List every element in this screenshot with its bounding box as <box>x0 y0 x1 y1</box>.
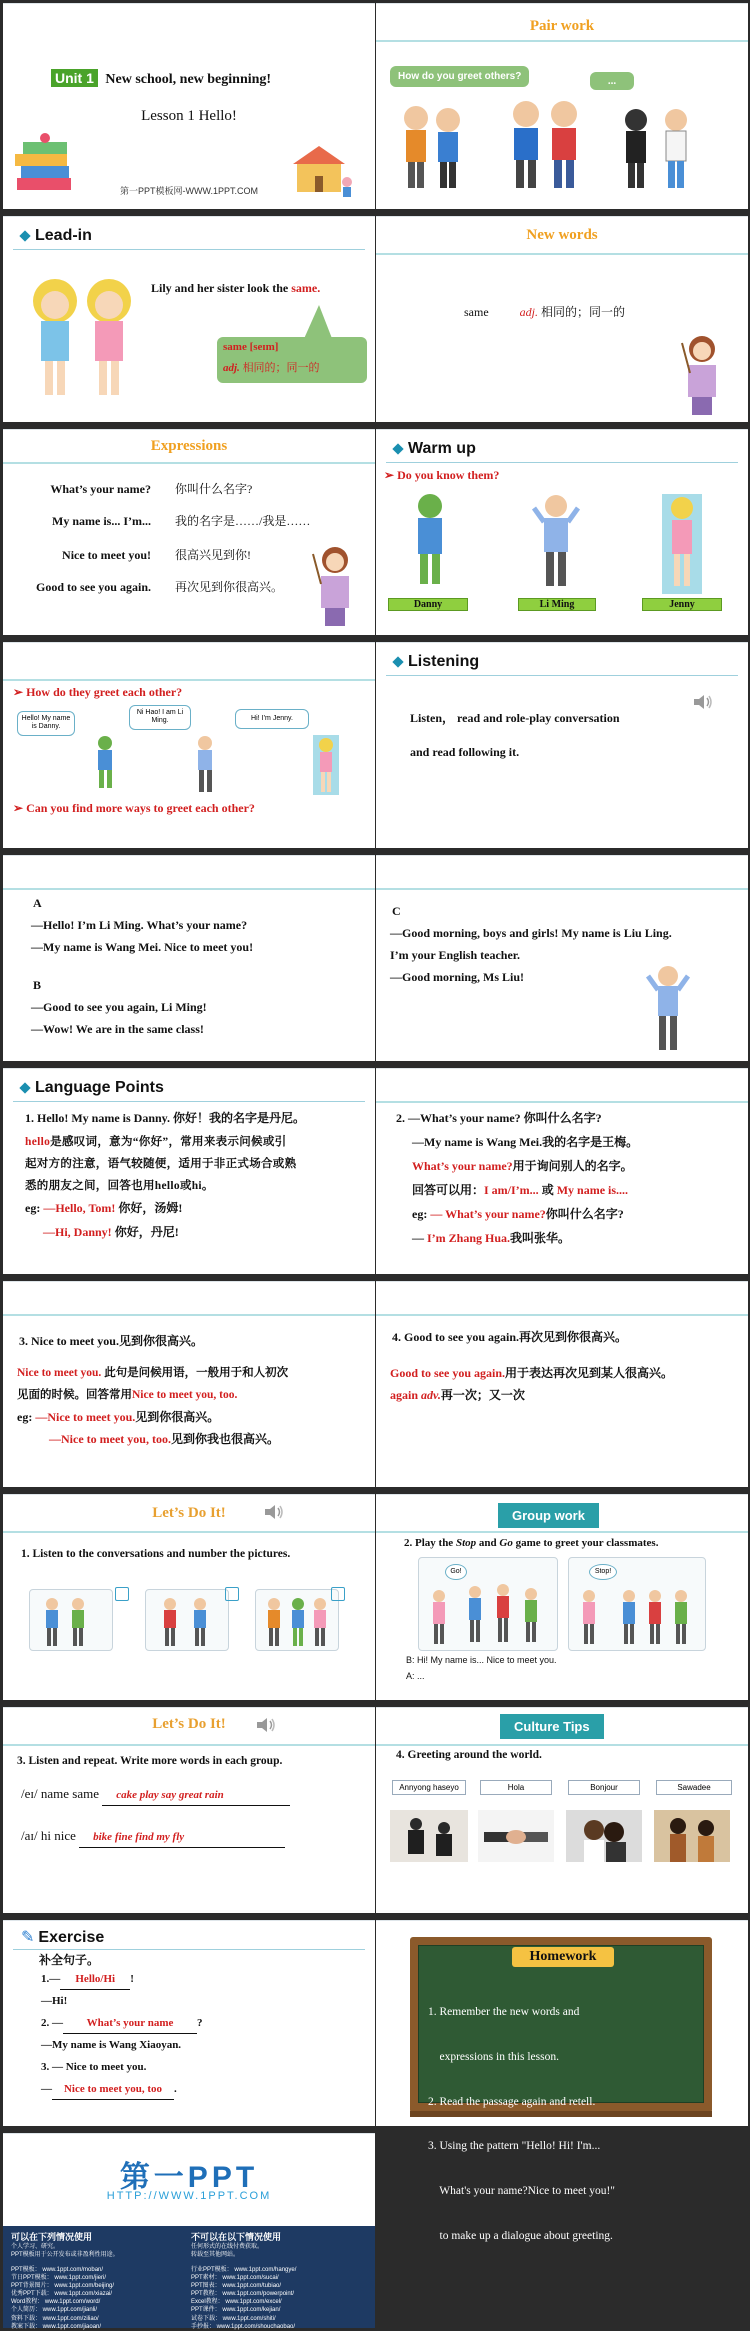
sound-row-ai: /aɪ/ hi nice bike fine find my fly <box>21 1826 285 1848</box>
number-box-1[interactable] <box>115 1587 129 1601</box>
point-line-5: —Nice to meet you, too.见到你我也很高兴。 <box>49 1432 279 1446</box>
cheek-kiss-photo <box>566 1810 642 1862</box>
homework-item: to make up a dialogue about greeting. <box>428 2229 613 2242</box>
slide-title-text: New school, new beginning! <box>105 72 272 87</box>
slide-homework <box>376 1920 748 2242</box>
exercise-line-3: 2. — What’s your name ? <box>41 2015 203 2034</box>
greeting-spanish: Hola <box>480 1780 552 1795</box>
slide-warm-up <box>376 429 748 635</box>
greet-question-1: ➢ How do they greet each other? <box>13 685 183 699</box>
homework-item: 3. Using the pattern "Hello! Hi! I'm... <box>428 2140 601 2153</box>
dialogue-b-line-1: —Good to see you again, Li Ming! <box>31 1000 207 1014</box>
answer-blank-3[interactable]: Nice to meet you, too <box>52 2081 174 2100</box>
lesson-title: Lesson 1 Hello! <box>141 108 237 124</box>
highlight-word: same. <box>291 281 321 295</box>
section-title <box>21 1079 164 1097</box>
characters-illustration <box>83 735 343 797</box>
pencil-icon: ✎ <box>21 1929 35 1946</box>
task-instruction: 2. Play the Stop and Go game to greet your classmates. <box>404 1537 659 1549</box>
ellipsis-bubble: ... <box>590 72 634 90</box>
footer-link[interactable]: Excel教程： www.1ppt.com/excel/ <box>191 2299 282 2306</box>
diamond-icon <box>19 230 30 241</box>
dialogue-a-line-1: —Hello! I’m Li Ming. What’s your name? <box>31 918 248 932</box>
jenny-figure <box>658 492 706 596</box>
answer-ei: cake play say great rain <box>102 1787 290 1806</box>
picture-2 <box>145 1589 229 1651</box>
exercise-line-5: 3. — Nice to meet you. <box>41 2061 147 2073</box>
speaker-icon[interactable] <box>692 693 714 711</box>
footer-link[interactable]: PPT素材： www.1ppt.com/sucai/ <box>191 2275 279 2282</box>
homework-badge: Homework <box>512 1947 614 1967</box>
slide-heading: New words <box>526 227 598 243</box>
question-bubble: How do you greet others? <box>390 66 529 87</box>
slide-dialogue-ab <box>3 855 375 1061</box>
point-line-2: Nice to meet you. 此句是问候用语，一般用于和人初次 <box>17 1367 289 1379</box>
slide-culture-tips <box>376 1707 748 1913</box>
answer-blank-1[interactable]: Hello/Hi <box>60 1971 130 1990</box>
culture-tips-badge: Culture Tips <box>500 1714 604 1739</box>
footer-link[interactable]: PPT教程： www.1ppt.com/powerpoint/ <box>191 2291 295 2298</box>
li-ming-bubble: Ni Hao! I am Li Ming. <box>129 705 191 730</box>
footer-link[interactable]: PPT图表： www.1ppt.com/tubiao/ <box>191 2283 282 2290</box>
footer-link[interactable]: 教案下载： www.1ppt.com/jiaoan/ <box>11 2323 102 2330</box>
teacher-illustration <box>309 544 359 628</box>
watermark-text: 第一PPT模板网-WWW.1PPT.COM <box>120 186 258 196</box>
dialogue-c-line-2: I’m your English teacher. <box>390 948 521 962</box>
point-line-5: eg: — What’s your name?你叫什么名字? <box>412 1207 624 1221</box>
task-instruction: 3. Listen and repeat. Write more words in each group. <box>17 1755 283 1767</box>
point-line-6: —Hi, Danny! 你好，丹尼! <box>43 1225 179 1239</box>
unit-badge: Unit 1 <box>51 69 98 87</box>
listening-line-1: Listen， read and role-play conversation <box>410 711 620 725</box>
warm-up-question: ➢ Do you know them? <box>384 468 500 482</box>
greeting-korean: Annyong haseyo <box>392 1780 466 1795</box>
point-line-1: 2. —What’s your name? 你叫什么名字? <box>396 1111 602 1125</box>
diamond-icon <box>392 656 403 667</box>
slide-ppt-footer <box>3 2133 375 2328</box>
footer-link[interactable]: PPT模板： www.1ppt.com/moban/ <box>11 2267 104 2273</box>
sound-row-ei: /eɪ/ name same cake play say great rain <box>21 1784 290 1806</box>
listening-line-2: and read following it. <box>410 745 520 759</box>
model-line-a: A: ... <box>406 1671 425 1681</box>
slide-language-points-3 <box>3 1281 375 1487</box>
picture-1 <box>29 1589 113 1651</box>
ppt-url[interactable]: HTTP://WWW.1PPT.COM <box>106 2190 272 2202</box>
point-line-1: 3. Nice to meet you.见到你很高兴。 <box>19 1334 203 1348</box>
divider <box>13 249 365 250</box>
point-line-2: —My name is Wang Mei.我的名字是王梅。 <box>412 1135 639 1149</box>
dialogue-a-line-2: —My name is Wang Mei. Nice to meet you! <box>31 940 254 954</box>
exercise-line-2: —Hi! <box>41 1995 68 2007</box>
point-line-2: hello是感叹词，意为“你好”，常用来表示问候或引 <box>25 1136 287 1148</box>
point-line-4: 悉的朋友之间，回答也用hello或hi。 <box>25 1180 214 1192</box>
task-instruction: 4. Greeting around the world. <box>396 1749 542 1761</box>
teacher-illustration <box>676 333 726 417</box>
speaker-icon[interactable] <box>263 1503 285 1521</box>
exercise-line-1: 1.— Hello/Hi ! <box>41 1971 134 1990</box>
arrow-icon: ➢ <box>384 468 398 482</box>
slide-dialogue-c <box>376 855 748 1061</box>
section-title-text: Language Points <box>35 1079 164 1096</box>
number-box-3[interactable] <box>331 1587 345 1601</box>
divider <box>386 462 738 463</box>
section-title <box>21 1927 104 1947</box>
twin-girls-illustration <box>25 275 143 415</box>
point-line-1: 4. Good to see you again.再次见到你很高兴。 <box>392 1330 628 1344</box>
wai-greeting-photo <box>654 1810 730 1862</box>
footer-link[interactable]: 行业PPT模板： www.1ppt.com/hangye/ <box>191 2267 297 2273</box>
exercise-line-6: — Nice to meet you, too . <box>41 2081 177 2100</box>
chalk-ledge <box>410 2111 712 2117</box>
point-line-4: 回答可以用：I am/I’m... 或 My name is.... <box>412 1183 629 1197</box>
task-instruction: 1. Listen to the conversations and number the pictures. <box>21 1548 291 1560</box>
danny-bubble: Hello! My name is Danny. <box>17 711 75 736</box>
greet-question-2: ➢ Can you find more ways to greet each other? <box>13 801 255 815</box>
point-line-3: again adv.再一次；又一次 <box>390 1388 525 1402</box>
footer-link[interactable]: 资料下载： www.1ppt.com/ziliao/ <box>11 2315 99 2322</box>
slide-heading: Let’s Do It! <box>152 1505 226 1521</box>
divider <box>13 1949 365 1950</box>
greeting-french: Bonjour <box>568 1780 640 1795</box>
section-title-text: Exercise <box>38 1929 105 1946</box>
slide-heading: Pair work <box>529 18 595 34</box>
arrow-icon: ➢ <box>13 801 27 815</box>
section-title <box>394 440 476 458</box>
conversation-picture <box>146 1590 230 1652</box>
homework-item: What's your name?Nice to meet you!" <box>428 2185 615 2198</box>
stop-bubble: Stop! <box>589 1564 617 1580</box>
point-line-2: Good to see you again.用于表达再次见到某人很高兴。 <box>390 1366 674 1380</box>
slide-title <box>3 3 375 209</box>
links-left <box>11 2266 114 2331</box>
jenny-bubble: Hi! I’m Jenny. <box>235 709 309 729</box>
arrow-icon: ➢ <box>13 685 27 699</box>
slide-expressions: Expressions What’s your name? 你叫什么名字? My name is... I’m... 我的名字是……/我是…… Nice to meet you! 很高兴见到你! Good to see you again. 再次见到你很高兴。 <box>3 429 375 635</box>
speaker-icon[interactable] <box>255 1716 277 1734</box>
conversation-picture <box>30 1590 114 1652</box>
children-greeting-illustration <box>386 100 736 196</box>
go-bubble: Go! <box>445 1564 467 1580</box>
homework-item: expressions in this lesson. <box>428 2050 559 2063</box>
point-line-6: — I’m Zhang Hua.我叫张华。 <box>412 1231 571 1245</box>
section-title-text: Lead-in <box>35 227 92 244</box>
name-label-danny: Danny <box>388 598 468 611</box>
danny-figure <box>406 492 454 596</box>
homework-item: 2. Read the passage again and retell. <box>428 2095 596 2108</box>
children-playing-go <box>419 1558 559 1652</box>
word-bubble <box>217 337 367 383</box>
stop-game-picture <box>568 1557 706 1651</box>
slide-pair-work <box>376 3 748 209</box>
go-game-picture <box>418 1557 558 1651</box>
diamond-icon <box>392 443 403 454</box>
footer-link[interactable]: 节日PPT模板： www.1ppt.com/jieri/ <box>11 2275 107 2282</box>
section-title-text: Warm up <box>408 440 476 457</box>
divider <box>13 1101 365 1102</box>
point-line-3: 见面的时候。回答常用Nice to meet you, too. <box>17 1389 238 1401</box>
homework-item: 1. Remember the new words and <box>428 2005 580 2018</box>
footer-link[interactable]: 优秀PPT下载： www.1ppt.com/xiazai/ <box>11 2291 113 2298</box>
slide-lead-in <box>3 216 375 422</box>
footer-link[interactable]: Word教程： www.1ppt.com/word/ <box>11 2299 101 2306</box>
divider <box>386 675 738 676</box>
conversation-picture <box>256 1590 340 1652</box>
footer-link[interactable]: 试卷下载： www.1ppt.com/shiti/ <box>191 2315 276 2322</box>
slide-language-points-4 <box>376 1281 748 1487</box>
slide-new-words <box>376 216 748 422</box>
handshake-photo <box>478 1810 554 1862</box>
bubble-phonetic: same [seɪm] <box>223 341 279 353</box>
slide-listening <box>376 642 748 848</box>
number-box-2[interactable] <box>225 1587 239 1601</box>
disallowed-heading: 不可以在以下情况使用 <box>191 2232 282 2242</box>
usage-panel: 可以在下列情况使用 个人学习、研究。 PPT模板用于公开发布或非盈利性用途。 不可以在以下情况使用 任何形式的在线付费获取。 转载至其他网站。 PPT模板： www.1ppt.com/moban/ 节日PPT模板： www.1ppt.com/jieri/ PPT背景图片： www.1ppt.com/beijing/ 优秀PPT下载： www.1ppt.com/xiazai/ Word教程： www.1ppt.com/word/ 个人简历： www.1ppt.com/jianli/ 资料下载： www.1ppt.com/ziliao/ 教案下载： www.1ppt.com/jiaoan/ 行业PPT模板： www.1ppt.com/hangye/ PPT素材： www.1ppt.com/sucai/ PPT图表： www.1ppt.com/tubiao/ PPT教程： www.1ppt.com/powerpoint/ Excel教程： www.1ppt.com/excel/ PPT课件： www.1ppt.com/kejian/ 试卷下载： www.1ppt.com/shiti/ 手抄报： www.1ppt.com/shouchaobao/ <box>3 2226 375 2328</box>
slide-lets-do-it-1 <box>3 1494 375 1700</box>
dialogue-c-label: C <box>392 904 401 918</box>
model-line-b: B: Hi! My name is... Nice to meet you. <box>406 1655 557 1665</box>
point-line-5: eg: —Hello, Tom! 你好，汤姆! <box>25 1201 183 1215</box>
point-line-4: eg: —Nice to meet you.见到你很高兴。 <box>17 1410 220 1424</box>
li-ming-figure <box>532 492 580 596</box>
slide-heading: Let’s Do It! <box>152 1716 226 1732</box>
dialogue-b-label: B <box>33 978 42 992</box>
slide-heading: Expressions <box>150 438 228 454</box>
picture-3 <box>255 1589 339 1651</box>
point-line-1: 1. Hello! My name is Danny. 你好！我的名字是丹尼。 <box>25 1111 306 1125</box>
footer-link[interactable]: 手抄报： www.1ppt.com/shouchaobao/ <box>191 2323 296 2330</box>
answer-blank-2[interactable]: What’s your name <box>63 2015 197 2034</box>
diamond-icon <box>19 1082 30 1093</box>
name-label-jenny: Jenny <box>642 598 722 611</box>
boy-waving-illustration <box>644 964 694 1054</box>
footer-link[interactable]: PPT课件： www.1ppt.com/kejian/ <box>191 2307 281 2314</box>
word-entry: same adj. 相同的；同一的 <box>464 305 626 319</box>
dialogue-c-line-1: —Good morning, boys and girls! My name is Liu Ling. <box>390 926 672 940</box>
group-work-badge: Group work <box>498 1503 599 1528</box>
lead-in-sentence: Lily and her sister look the same. <box>151 281 321 295</box>
section-title <box>394 653 479 671</box>
homework-list <box>428 1975 615 2274</box>
dialogue-c-line-3: —Good morning, Ms Liu! <box>390 970 525 984</box>
slide-language-points-1 <box>3 1068 375 1274</box>
links-right <box>191 2266 296 2331</box>
slide-greet-each-other <box>3 642 375 848</box>
slide-exercise <box>3 1920 375 2126</box>
answer-ai: bike fine find my fly <box>79 1829 285 1848</box>
slide-group-work <box>376 1494 748 1700</box>
slide-language-points-2 <box>376 1068 748 1274</box>
dialogue-a-label: A <box>33 896 42 910</box>
ppt-logo: 第一PPT <box>119 2161 259 2194</box>
dialogue-b-line-2: —Wow! We are in the same class! <box>31 1022 204 1036</box>
exercise-heading: 补全句子。 <box>39 1953 100 1967</box>
bubble-tail <box>299 305 339 341</box>
point-line-3: What’s your name?用于询问别人的名字。 <box>412 1159 633 1173</box>
korean-bow-photo <box>390 1810 468 1862</box>
footer-link[interactable]: PPT背景图片： www.1ppt.com/beijing/ <box>11 2283 115 2290</box>
point-line-3: 起对方的注意，语气较随便，适用于非正式场合或熟 <box>25 1158 297 1170</box>
section-title-text: Listening <box>408 653 480 670</box>
exercise-line-4: —My name is Wang Xiaoyan. <box>41 2039 182 2051</box>
footer-link[interactable]: 个人简历： www.1ppt.com/jianli/ <box>11 2307 98 2314</box>
section-title <box>21 227 92 245</box>
name-label-li-ming: Li Ming <box>518 598 596 611</box>
bubble-meaning: adj. 相同的；同一的 <box>223 362 320 374</box>
slide-lets-do-it-3 <box>3 1707 375 1913</box>
allowed-heading: 可以在下列情况使用 <box>11 2232 93 2242</box>
greeting-thai: Sawadee <box>656 1780 732 1795</box>
